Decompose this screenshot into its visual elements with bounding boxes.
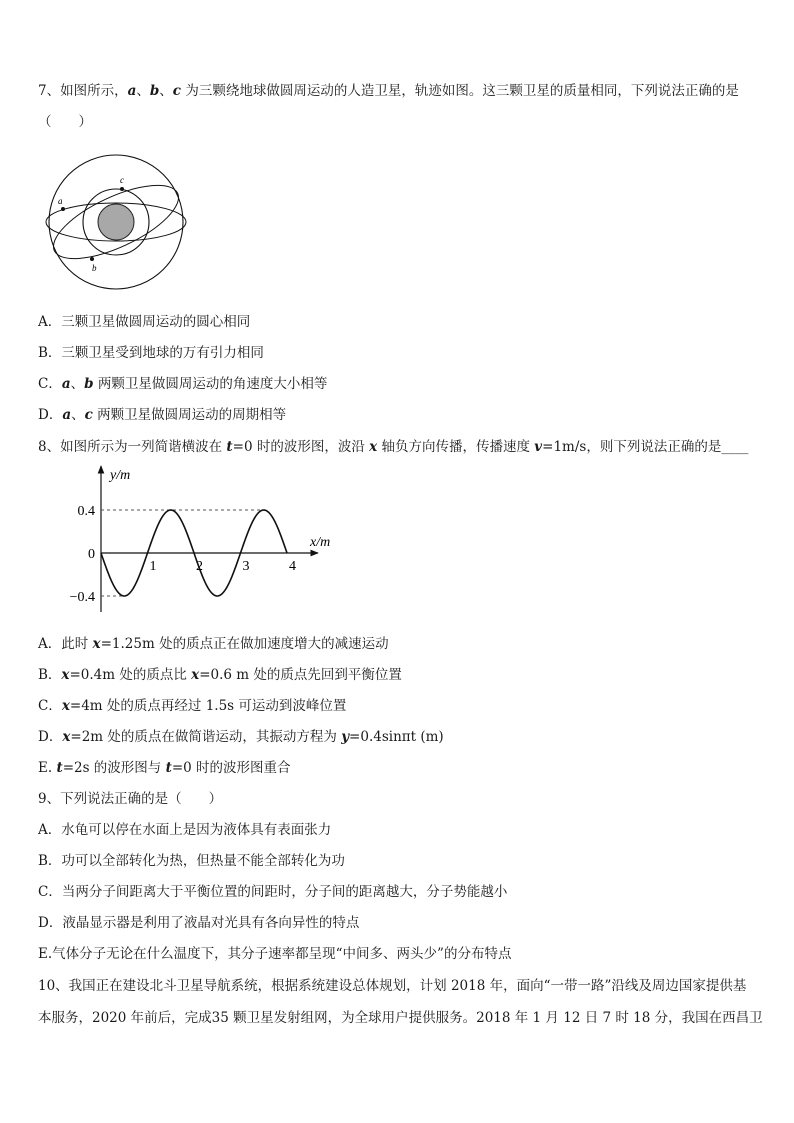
q9-option-b[interactable]: B．功可以全部转化为热，但热量不能全部转化为功 (38, 853, 345, 869)
earth (98, 204, 134, 240)
y-tick-label-0: 0.4 (77, 504, 95, 519)
x-axis-label: x/m (310, 535, 331, 550)
q8-option-e[interactable]: E. t=2s 的波形图与 t=0 时的波形图重合 (38, 760, 291, 776)
satellite-a-dot (61, 207, 65, 211)
q9-option-d[interactable]: D．液晶显示器是利用了液晶对光具有各向异性的特点 (38, 915, 360, 931)
q7-stem: 7、如图所示，a、b、c 为三颗绕地球做圆周运动的人造卫星，轨迹如图。这三颗卫星的质量相同，下列说法正确的是 (38, 83, 739, 99)
q8-option-b[interactable]: B．x=0.4m 处的质点比 x=0.6 m 处的质点先回到平衡位置 (38, 667, 402, 683)
x-tick-label-4: 4 (289, 559, 296, 574)
label-b: b (92, 263, 97, 273)
var-c: c (172, 83, 182, 99)
wave-chart (60, 460, 360, 620)
q7-option-b[interactable]: B．三颗卫星受到地球的万有引力相同 (38, 345, 264, 361)
y-axis-label: y/m (110, 468, 131, 483)
label-a: a (58, 196, 63, 206)
q8-option-d[interactable]: D．x=2m 处的质点在做简谐运动，其振动方程为 y=0.4sinπt (m) (38, 729, 444, 745)
x-tick-label-2: 2 (196, 559, 203, 574)
satellite-orbit-figure (38, 150, 198, 290)
x-tick-label-1: 1 (149, 559, 157, 574)
q9-option-e[interactable]: E.气体分子无论在什么温度下，其分子速率都呈现“中间多、两头少”的分布特点 (38, 946, 512, 962)
q9-stem: 9、下列说法正确的是（ ） (38, 791, 223, 807)
q7-option-c[interactable]: C．a、b 两颗卫星做圆周运动的角速度大小相等 (38, 376, 328, 392)
label-c: c (120, 175, 124, 185)
q8-option-c[interactable]: C．x=4m 处的质点再经过 1.5s 可运动到波峰位置 (38, 698, 347, 714)
q7-answer-blank: （ ） (38, 114, 92, 130)
satellite-c-dot (120, 187, 124, 191)
var-a: a (127, 83, 137, 99)
q7-option-d[interactable]: D．a、c 两颗卫星做圆周运动的周期相等 (38, 407, 287, 423)
y-tick-label-2: −0.4 (69, 590, 95, 605)
q9-option-c[interactable]: C．当两分子间距离大于平衡位置的间距时，分子间的距离越大，分子势能越小 (38, 884, 508, 900)
satellite-b-dot (90, 257, 94, 261)
q8-stem: 8、如图所示为一列简谐横波在 t=0 时的波形图，波沿 x 轴负方向传播，传播速度 v=1m/s，则下列说法正确的是____ (38, 439, 749, 455)
q7-option-a[interactable]: A．三颗卫星做圆周运动的圆心相同 (38, 314, 251, 330)
q9-option-a[interactable]: A．水龟可以停在水面上是因为液体具有表面张力 (38, 822, 332, 838)
var-b: b (149, 83, 160, 99)
q8-option-a[interactable]: A．此时 x=1.25m 处的质点正在做加速度增大的减速运动 (38, 636, 389, 652)
x-tick-label-3: 3 (242, 559, 250, 574)
q10-stem-line1: 10、我国正在建设北斗卫星导航系统，根据系统建设总体规划，计划 2018 年，面向“一带一路”沿线及周边国家提供基 (38, 978, 747, 994)
q10-stem-line2: 本服务，2020 年前后，完成35 颗卫星发射组网，为全球用户提供服务。2018 年 1 月 12 日 7 时 18 分，我国在西昌卫 (38, 1010, 763, 1026)
y-tick-label-1: 0 (88, 547, 95, 562)
